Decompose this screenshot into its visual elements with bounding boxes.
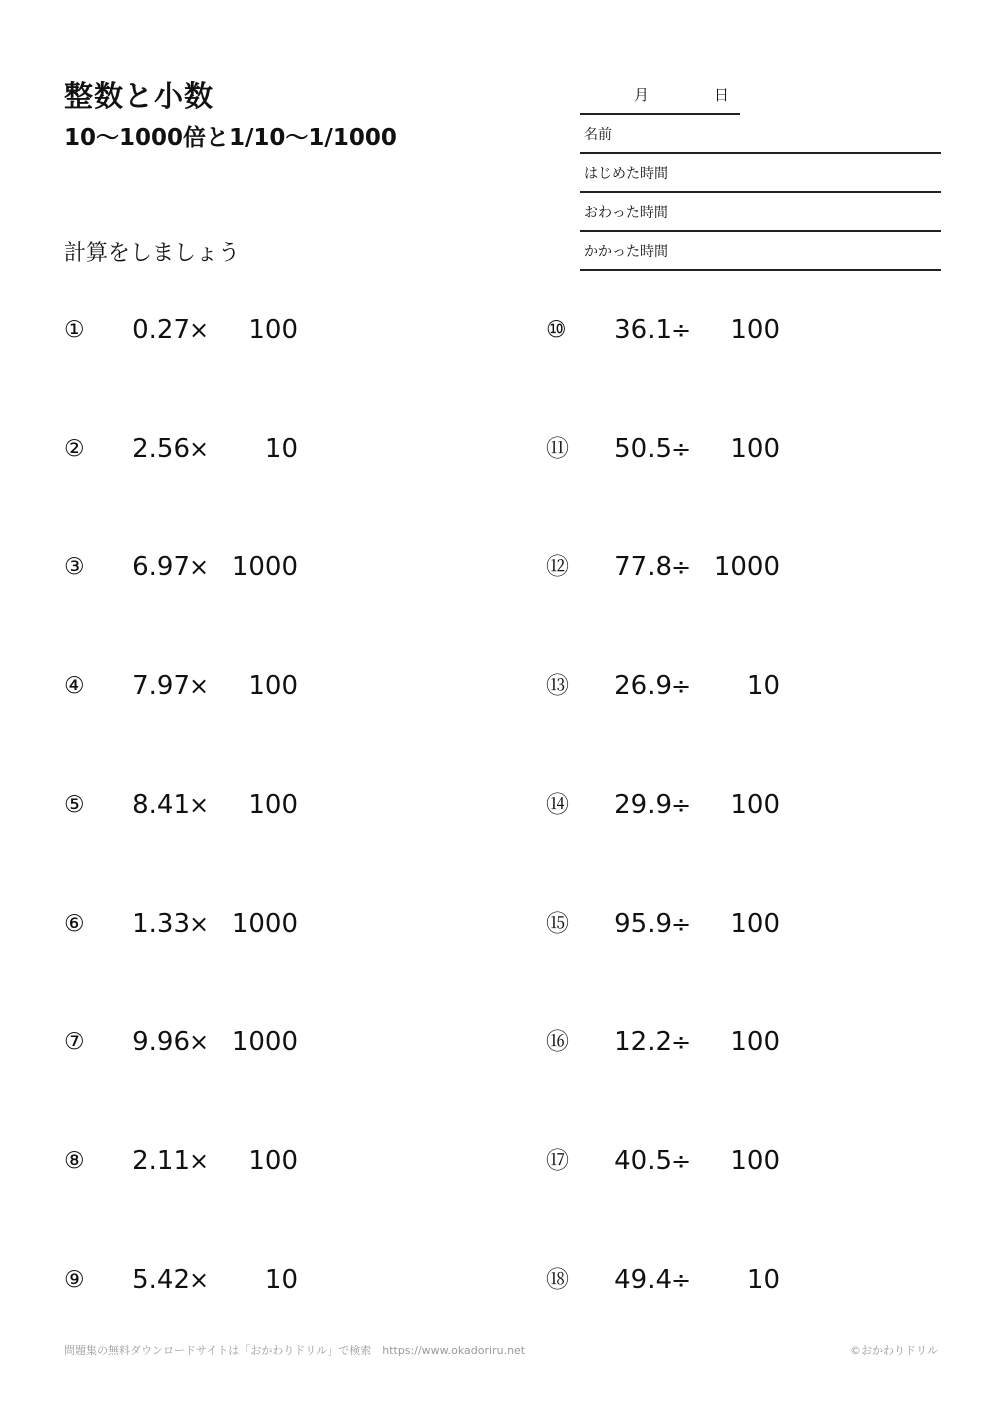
operand-b: 100 xyxy=(730,1146,780,1176)
end-time-field[interactable] xyxy=(580,192,941,232)
month-label: 月 xyxy=(634,86,650,104)
problem-item xyxy=(64,670,364,702)
operand-a: 2.56 xyxy=(132,434,190,464)
problem-item xyxy=(546,670,846,702)
operand-b: 10 xyxy=(264,434,298,464)
operand-a: 50.5 xyxy=(614,434,672,464)
operator: × xyxy=(188,553,210,581)
footer-note: 問題集の無料ダウンロードサイトは「おかわりドリル」で検索 https://www.okadoriru.net xyxy=(64,1344,526,1357)
operand-b: 100 xyxy=(730,434,780,464)
operator: × xyxy=(188,1028,210,1056)
problem-item xyxy=(64,314,364,346)
operand-b: 100 xyxy=(248,671,298,701)
operator: ÷ xyxy=(670,791,692,819)
problem-number: ⑪ xyxy=(546,436,569,462)
operand-b: 1000 xyxy=(231,1027,298,1057)
operator: ÷ xyxy=(670,1266,692,1294)
elapsed-time-field[interactable] xyxy=(580,231,941,271)
operator: × xyxy=(188,435,210,463)
problem-item xyxy=(546,908,846,940)
operand-a: 7.97 xyxy=(132,671,190,701)
operand-a: 36.1 xyxy=(614,315,672,345)
start-time-field[interactable] xyxy=(580,153,941,193)
problem-number: ① xyxy=(64,317,85,343)
operator: ÷ xyxy=(670,910,692,938)
problem-item xyxy=(64,551,364,583)
problem-number: ⑥ xyxy=(64,911,85,937)
operand-a: 77.8 xyxy=(614,552,672,582)
operator: × xyxy=(188,1266,210,1294)
operand-a: 26.9 xyxy=(614,671,672,701)
operand-b: 1000 xyxy=(231,552,298,582)
problem-number: ⑮ xyxy=(546,911,569,937)
date-field[interactable] xyxy=(580,82,740,115)
problem-item xyxy=(64,1264,364,1296)
operand-a: 95.9 xyxy=(614,909,672,939)
problem-number: ⑨ xyxy=(64,1267,85,1293)
problem-item xyxy=(64,789,364,821)
problem-item xyxy=(546,1145,846,1177)
problem-number: ② xyxy=(64,436,85,462)
operand-a: 6.97 xyxy=(132,552,190,582)
problem-number: ⑧ xyxy=(64,1148,85,1174)
page-subtitle: 10〜1000倍と1/10〜1/1000 xyxy=(64,125,397,151)
operand-b: 100 xyxy=(248,790,298,820)
operator: × xyxy=(188,910,210,938)
problem-number: ⑱ xyxy=(546,1267,569,1293)
problem-number: ⑯ xyxy=(546,1029,569,1055)
operator: ÷ xyxy=(670,553,692,581)
operator: × xyxy=(188,1147,210,1175)
operator: ÷ xyxy=(670,1147,692,1175)
problem-item xyxy=(64,433,364,465)
operand-a: 8.41 xyxy=(132,790,190,820)
operand-a: 40.5 xyxy=(614,1146,672,1176)
operand-a: 49.4 xyxy=(614,1265,672,1295)
problem-item xyxy=(64,1145,364,1177)
start-time-label: はじめた時間 xyxy=(584,166,668,182)
operand-b: 10 xyxy=(746,671,780,701)
name-label: 名前 xyxy=(584,127,612,143)
problem-number: ④ xyxy=(64,673,85,699)
operand-b: 100 xyxy=(730,790,780,820)
operator: × xyxy=(188,791,210,819)
problem-item xyxy=(546,433,846,465)
problem-item xyxy=(546,1264,846,1296)
operand-b: 100 xyxy=(730,315,780,345)
operator: × xyxy=(188,672,210,700)
operator: ÷ xyxy=(670,435,692,463)
problem-item xyxy=(546,789,846,821)
problem-item xyxy=(546,314,846,346)
page-title: 整数と小数 xyxy=(64,79,215,113)
operand-b: 1000 xyxy=(713,552,780,582)
operand-a: 1.33 xyxy=(132,909,190,939)
operator: ÷ xyxy=(670,672,692,700)
problem-number: ③ xyxy=(64,554,85,580)
operator: × xyxy=(188,316,210,344)
problem-item xyxy=(546,551,846,583)
operator: ÷ xyxy=(670,316,692,344)
day-label: 日 xyxy=(714,86,730,104)
problem-number: ⑰ xyxy=(546,1148,569,1174)
problem-number: ⑬ xyxy=(546,673,569,699)
problem-number: ⑤ xyxy=(64,792,85,818)
problem-number: ⑫ xyxy=(546,554,569,580)
operand-a: 9.96 xyxy=(132,1027,190,1057)
operand-b: 1000 xyxy=(231,909,298,939)
end-time-label: おわった時間 xyxy=(584,205,668,221)
name-field[interactable] xyxy=(580,114,941,154)
operand-a: 29.9 xyxy=(614,790,672,820)
footer-copyright: ©おかわりドリル xyxy=(850,1344,938,1357)
problem-number: ⑭ xyxy=(546,792,569,818)
instruction-text: 計算をしましょう xyxy=(64,241,241,266)
operand-a: 0.27 xyxy=(132,315,190,345)
operand-a: 12.2 xyxy=(614,1027,672,1057)
problem-item xyxy=(546,1026,846,1058)
operand-b: 100 xyxy=(248,1146,298,1176)
operand-b: 10 xyxy=(264,1265,298,1295)
problem-number: ⑦ xyxy=(64,1029,85,1055)
operand-a: 5.42 xyxy=(132,1265,190,1295)
problem-item xyxy=(64,1026,364,1058)
problem-number: ⑩ xyxy=(546,317,567,343)
operand-b: 100 xyxy=(248,315,298,345)
problem-item xyxy=(64,908,364,940)
operand-a: 2.11 xyxy=(132,1146,190,1176)
operator: ÷ xyxy=(670,1028,692,1056)
operand-b: 100 xyxy=(730,1027,780,1057)
operand-b: 100 xyxy=(730,909,780,939)
elapsed-time-label: かかった時間 xyxy=(584,244,668,260)
operand-b: 10 xyxy=(746,1265,780,1295)
